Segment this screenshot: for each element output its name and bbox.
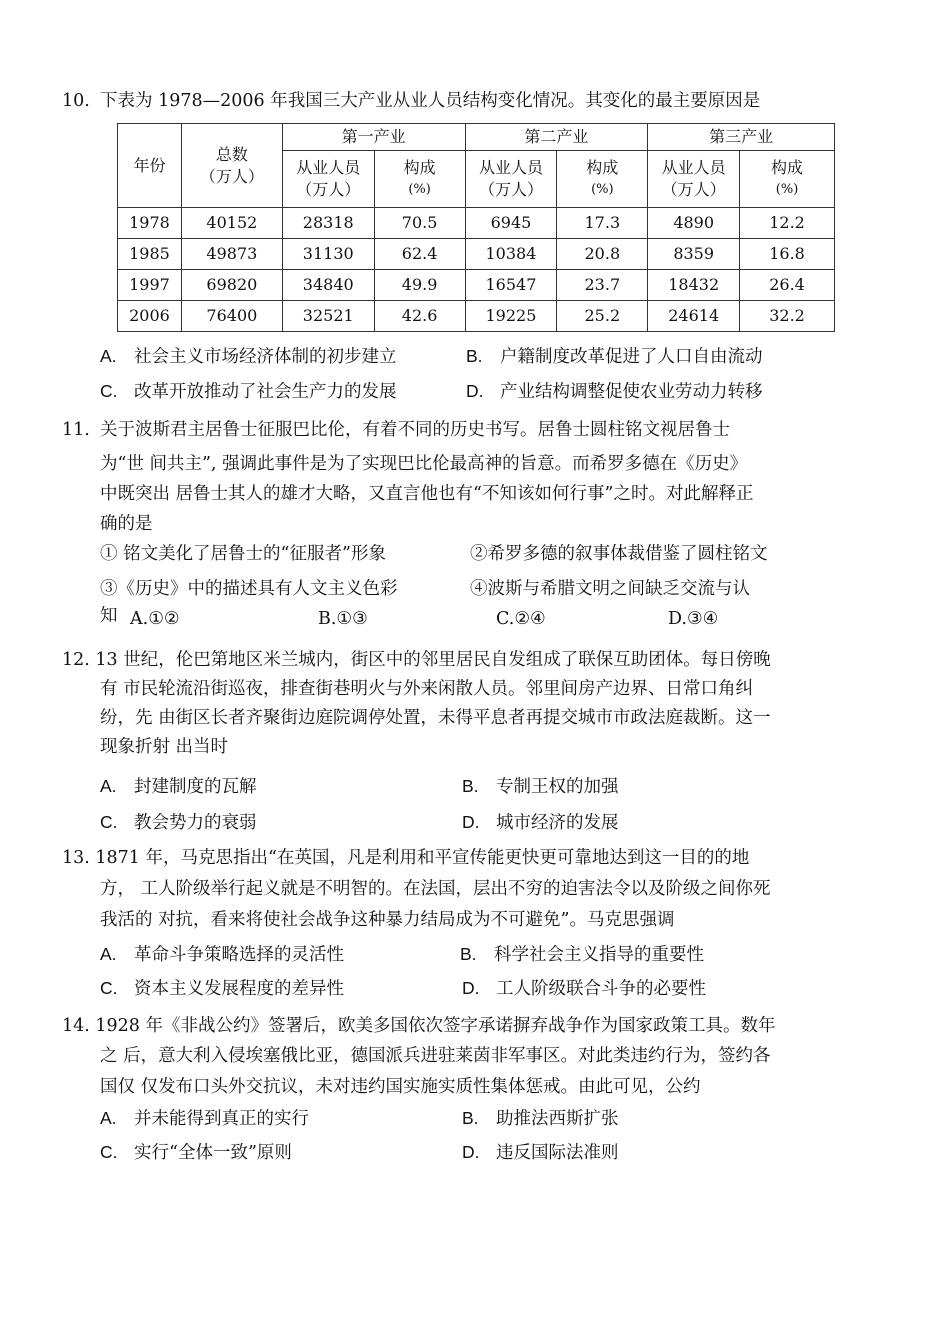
q13-option-c[interactable] [100, 976, 344, 1001]
option-label: D. [462, 812, 480, 832]
option-text: 实行“全体一致”原则 [134, 1143, 292, 1163]
q10-option-c[interactable] [100, 379, 397, 404]
table-cell: 76400 [181, 301, 282, 332]
q11-stem-line-1 [62, 418, 730, 442]
q11-stem-line-3: 中既突出 居鲁士其人的雄才大略，又直言他也有“不知该如何行事”之时。对此解释正 [100, 484, 754, 504]
table-row [118, 208, 835, 239]
option-label: B. [462, 1108, 479, 1128]
header-employees [465, 151, 557, 208]
table-row [118, 270, 835, 301]
q11-item-3: ③《历史》中的描述具有人文主义色彩 [100, 579, 398, 599]
table-cell: 1997 [118, 270, 182, 301]
table-cell: 23.7 [557, 270, 648, 301]
q12-stem-line-2: 有 市民轮流沿街巡夜，排查街巷明火与外来闲散人员。邻里间房产边界、日常口角纠 [100, 679, 754, 699]
header-composition-unit: (%) [408, 182, 431, 197]
header-composition-label: 构成 [586, 158, 619, 177]
header-employees [282, 151, 374, 208]
header-composition [374, 151, 465, 208]
table-cell: 25.2 [557, 301, 648, 332]
table-row [118, 301, 835, 332]
q10-stem-text: 下表为 1978—2006 年我国三大产业从业人员结构变化情况。其变化的最主要原因是 [100, 91, 761, 111]
q11-number: 11. [62, 420, 90, 440]
option-text: 户籍制度改革促进了人口自由流动 [500, 347, 763, 367]
q14-stem-line-1: 14. 1928 年《非战公约》签署后，欧美多国依次签字承诺摒弃战争作为国家政策工具。数年 [62, 1016, 776, 1036]
header-secondary-industry: 第二产业 [465, 124, 648, 151]
option-text: 社会主义市场经济体制的初步建立 [134, 347, 397, 367]
employment-structure-table [117, 123, 835, 332]
q12-stem-line-3: 纷，先 由街区长者齐聚街边庭院调停处置，未得平息者再提交城市市政法庭裁断。这一 [100, 708, 771, 728]
option-label: A. [100, 944, 117, 964]
header-composition [740, 151, 835, 208]
table-cell: 40152 [181, 208, 282, 239]
table-cell: 20.8 [557, 239, 648, 270]
option-label: A. [100, 346, 117, 366]
q12-stem-line-1: 12. 13 世纪，伦巴第地区米兰城内，街区中的邻里居民自发组成了联保互助团体。每日傍晚 [62, 650, 771, 670]
header-employees-label: 从业人员 [296, 158, 361, 177]
q14-stem-line-2: 之 后，意大利入侵埃塞俄比亚，德国派兵进驻莱茵非军事区。对此类违约行为，签约各 [100, 1046, 771, 1066]
header-composition-label: 构成 [771, 158, 804, 177]
option-text: 封建制度的瓦解 [134, 777, 257, 797]
table-cell: 17.3 [557, 208, 648, 239]
option-label: C. [100, 1142, 118, 1162]
table-cell: 10384 [465, 239, 557, 270]
option-label: A. [100, 776, 117, 796]
q13-option-b[interactable] [460, 942, 704, 967]
option-label: D. [466, 381, 484, 401]
q11-item-1: ① 铭文美化了居鲁士的“征服者”形象 [100, 544, 386, 564]
option-text: 资本主义发展程度的差异性 [134, 979, 344, 999]
option-text: 助推法西斯扩张 [496, 1109, 619, 1129]
header-employees-unit: （万人） [661, 180, 726, 199]
table-cell: 69820 [181, 270, 282, 301]
table-cell: 32521 [282, 301, 374, 332]
table-cell: 26.4 [740, 270, 835, 301]
q13-option-d[interactable] [462, 976, 706, 1001]
q11-item-4-continued: 知 [100, 606, 118, 626]
table-cell: 49873 [181, 239, 282, 270]
q14-stem-line-3: 国仅 仅发布口头外交抗议，未对违约国实施实质性集体惩戒。由此可见，公约 [100, 1077, 701, 1097]
header-employees-label: 从业人员 [661, 158, 726, 177]
table-cell: 2006 [118, 301, 182, 332]
option-label: B. [466, 346, 483, 366]
header-composition-label: 构成 [403, 158, 436, 177]
q12-stem-line-4: 现象折射 出当时 [100, 737, 229, 757]
option-text: 工人阶级联合斗争的必要性 [496, 979, 706, 999]
table-cell: 4890 [648, 208, 740, 239]
q11-option-d[interactable]: D.③④ [668, 609, 719, 629]
q10-option-b[interactable] [466, 344, 763, 369]
q11-stem-text: 关于波斯君主居鲁士征服巴比伦，有着不同的历史书写。居鲁士圆柱铭文视居鲁士 [100, 420, 730, 440]
table-cell: 18432 [648, 270, 740, 301]
header-year: 年份 [118, 124, 182, 208]
option-text: 并未能得到真正的实行 [134, 1109, 309, 1129]
header-employees-label: 从业人员 [478, 158, 543, 177]
q13-option-a[interactable] [100, 942, 344, 967]
table-cell: 8359 [648, 239, 740, 270]
header-employees-unit: （万人） [296, 180, 361, 199]
table-cell: 1978 [118, 208, 182, 239]
option-label: D. [462, 1142, 480, 1162]
table-cell: 24614 [648, 301, 740, 332]
table-cell: 6945 [465, 208, 557, 239]
option-text: 专制王权的加强 [496, 777, 619, 797]
header-employees-unit: （万人） [478, 180, 543, 199]
q14-option-a[interactable] [100, 1106, 309, 1131]
q11-option-a[interactable]: A.①② [130, 609, 180, 629]
q11-stem-line-2: 为“世 间共主”, 强调此事件是为了实现巴比伦最高神的旨意。而希罗多德在《历史》 [100, 454, 748, 474]
q13-stem-line-1: 13. 1871 年，马克思指出“在英国，凡是利用和平宣传能更快更可靠地达到这一目的的地 [62, 848, 750, 868]
option-text: 违反国际法准则 [496, 1143, 619, 1163]
option-label: A. [100, 1108, 117, 1128]
q11-item-2: ②希罗多德的叙事体裁借鉴了圆柱铭文 [470, 544, 768, 564]
option-text: 革命斗争策略选择的灵活性 [134, 945, 344, 965]
header-composition-unit: (%) [591, 182, 614, 197]
table-cell: 62.4 [374, 239, 465, 270]
q10-option-a[interactable] [100, 344, 397, 369]
header-total-unit: （万人） [199, 166, 264, 186]
option-text: 城市经济的发展 [496, 813, 619, 833]
option-label: D. [462, 978, 480, 998]
option-label: C. [100, 812, 118, 832]
option-text: 教会势力的衰弱 [134, 813, 257, 833]
q12-option-d[interactable] [462, 810, 619, 835]
option-label: C. [100, 381, 118, 401]
header-tertiary-industry: 第三产业 [648, 124, 835, 151]
table-cell: 32.2 [740, 301, 835, 332]
option-label: B. [460, 944, 477, 964]
header-composition [557, 151, 648, 208]
option-label: C. [100, 978, 118, 998]
q10-number: 10. [62, 91, 90, 111]
table-cell: 34840 [282, 270, 374, 301]
table-cell: 28318 [282, 208, 374, 239]
option-text: 科学社会主义指导的重要性 [494, 945, 704, 965]
table-cell: 31130 [282, 239, 374, 270]
table-cell: 42.6 [374, 301, 465, 332]
q12-option-b[interactable] [462, 774, 619, 799]
option-text: 产业结构调整促使农业劳动力转移 [500, 382, 763, 402]
q13-stem-line-2: 方， 工人阶级举行起义就是不明智的。在法国，层出不穷的迫害法令以及阶级之间你死 [100, 879, 771, 899]
q14-option-b[interactable] [462, 1106, 619, 1131]
q10-option-d[interactable] [466, 379, 763, 404]
table-cell: 19225 [465, 301, 557, 332]
q11-stem-line-4: 确的是 [100, 514, 153, 534]
q12-option-c[interactable] [100, 810, 257, 835]
q11-option-c[interactable]: C.②④ [496, 609, 546, 629]
option-text: 改革开放推动了社会生产力的发展 [134, 382, 397, 402]
q10-stem [62, 89, 760, 113]
table-cell: 16.8 [740, 239, 835, 270]
q11-item-4: ④波斯与希腊文明之间缺乏交流与认 [470, 579, 750, 599]
q14-option-d[interactable] [462, 1140, 619, 1165]
q11-option-b[interactable]: B.①③ [318, 609, 368, 629]
q12-option-a[interactable] [100, 774, 257, 799]
q14-option-c[interactable] [100, 1140, 292, 1165]
table-cell: 16547 [465, 270, 557, 301]
table-cell: 1985 [118, 239, 182, 270]
header-primary-industry: 第一产业 [282, 124, 465, 151]
option-label: B. [462, 776, 479, 796]
header-employees [648, 151, 740, 208]
table-cell: 12.2 [740, 208, 835, 239]
table-cell: 49.9 [374, 270, 465, 301]
table-row [118, 239, 835, 270]
table-cell: 70.5 [374, 208, 465, 239]
header-total-label: 总数 [215, 144, 248, 164]
header-composition-unit: (%) [775, 182, 799, 197]
q13-stem-line-3: 我活的 对抗，看来将使社会战争这种暴力结局成为不可避免”。马克思强调 [100, 910, 675, 930]
header-total [181, 124, 282, 208]
